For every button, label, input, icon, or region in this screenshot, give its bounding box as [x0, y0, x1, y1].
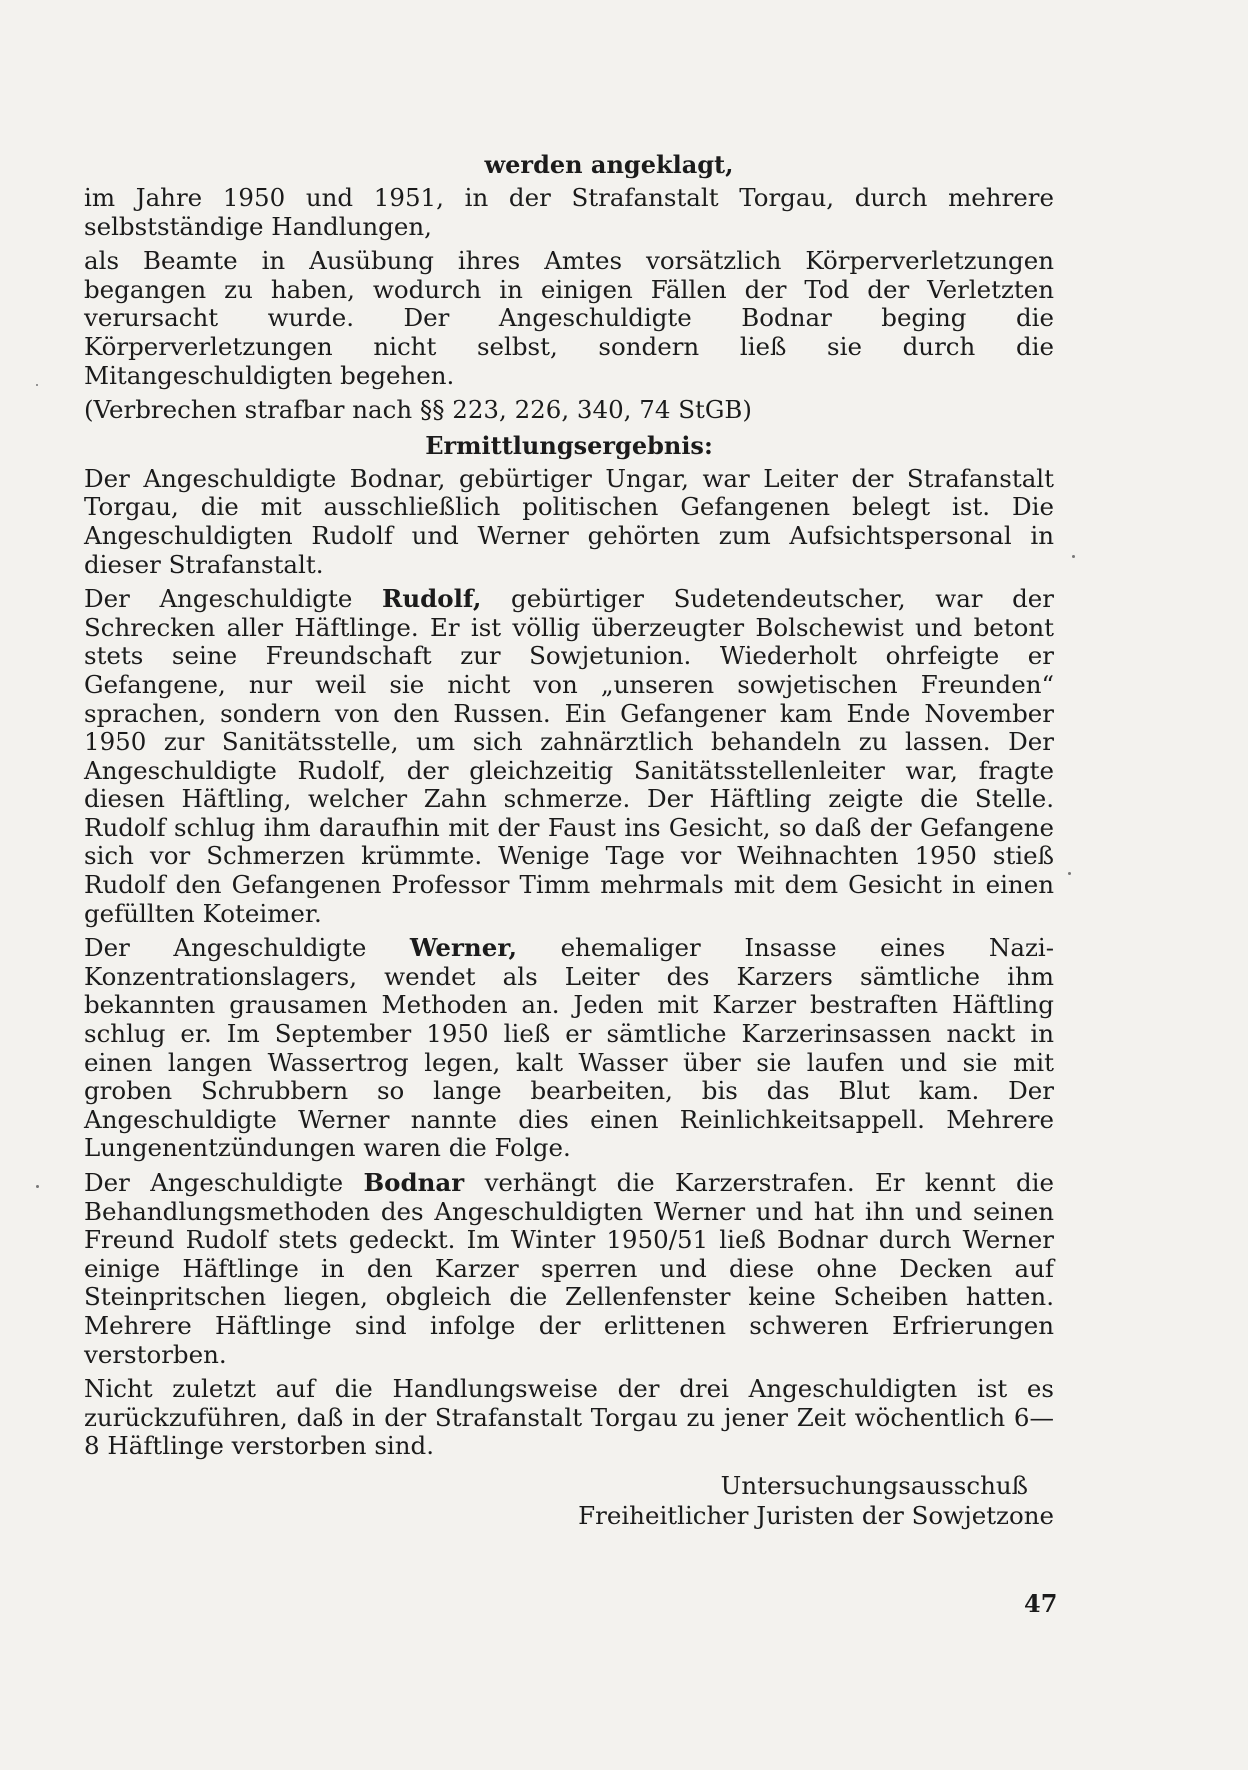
paper-speck — [36, 1185, 39, 1188]
paragraph-text: ehemaliger Insasse eines Nazi-Konzentrationslagers, wendet als Leiter des Karzers sämtliche ihm bekannten grausamen Methoden an. Jeden mit Karzer bestraften Häftling schlug er. Im September 1950 ließ er sämtliche Karzerinsassen nackt in einen langen Wassertrog legen, kalt Wasser über sie laufen und sie mit groben Schrubbern so lange bearbeiten, bis das Blut kam. Der Angeschuldigte Werner nannte dies einen Reinlichkeitsappell. Mehrere Lungenentzündungen waren die Folge. — [84, 933, 1054, 1163]
signature-line-2: Freiheitlicher Juristen der Sowjetzone — [578, 1500, 1054, 1530]
paragraph-lead: Der Angeschuldigte — [84, 1168, 344, 1197]
paragraph-lead: Der Angeschuldigte — [84, 584, 353, 614]
paragraph-bodnar — [84, 1169, 1054, 1369]
charge-legal-reference: (Verbrechen strafbar nach §§ 223, 226, 340, 74 StGB) — [84, 395, 752, 425]
name-bodnar: Bodnar — [363, 1168, 465, 1197]
paper-speck — [1072, 555, 1075, 558]
result-paragraph-1: Der Angeschuldigte Bodnar, gebürtiger Ungar, war Leiter der Strafanstalt Torgau, die mit ausschließlich politischen Gefangenen belegt ist. Die Angeschuldigten Rudolf und Werner gehörten zum Aufsichtspersonal in dieser Strafanstalt. — [84, 463, 1054, 579]
charge-paragraph-2: als Beamte in Ausübung ihres Amtes vorsätzlich Körperverletzungen begangen zu haben, wodurch in einigen Fällen der Tod der Verletzten verursacht wurde. Der Angeschuldigte Bodnar beging die Körperverletzungen nicht selbst, sondern ließ sie durch die Mitangeschuldigten begehen. — [84, 246, 1054, 390]
heading-charges: werden angeklagt, — [484, 150, 734, 179]
charge-paragraph-1: im Jahre 1950 und 1951, in der Strafanstalt Torgau, durch mehrere selbstständige Handlungen, — [84, 183, 1054, 241]
conclusion-paragraph: Nicht zuletzt auf die Handlungsweise der drei Angeschuldigten ist es zurückzuführen, daß in der Strafanstalt Torgau zu jener Zeit wöchentlich 6—8 Häftlinge verstorben sind. — [84, 1374, 1054, 1461]
signature-line-1: Untersuchungsausschuß — [720, 1470, 1028, 1500]
name-werner: Werner, — [409, 933, 517, 963]
heading-results: Ermittlungsergebnis: — [425, 430, 713, 460]
paragraph-text: gebürtiger Sudetendeutscher, war der Schrecken aller Häftlinge. Er ist völlig überzeugter Bolschewist und betont stets seine Freundschaft zur Sowjetunion. Wiederholt ohrfeigte er Gefangene, nur weil sie nicht von „unseren sowjetischen Freunden“ sprachen, sondern von den Russen. Ein Gefangener kam Ende November 1950 zur Sanitätsstelle, um sich zahnärztlich behandeln zu lassen. Der Angeschuldigte Rudolf, der gleichzeitig Sanitätsstellenleiter war, fragte diesen Häftling, welcher Zahn schmerze. Der Häftling zeigte die Stelle. Rudolf schlug ihm daraufhin mit der Faust ins Gesicht, so daß der Gefangene sich vor Schmerzen krümmte. Wenige Tage vor Weihnachten 1950 stieß Rudolf den Gefangenen Professor Timm mehrmals mit dem Gesicht in einen gefüllten Koteimer. — [84, 584, 1055, 928]
paper-speck — [1068, 872, 1071, 875]
paragraph-werner — [84, 934, 1054, 1163]
paragraph-text: verhängt die Karzerstrafen. Er kennt die Behandlungsmethoden des Angeschuldigten Werner und hat ihn und seinen Freund Rudolf stets gedeckt. Im Winter 1950/51 ließ Bodnar durch Werner einige Häftlinge in den Karzer sperren und diese ohne Decken auf Steinpritschen liegen, obgleich die Zellenfenster keine Scheiben hatten. Mehrere Häftlinge sind infolge der erlittenen schweren Erfrierungen verstorben. — [84, 1168, 1054, 1369]
paragraph-rudolf — [84, 585, 1054, 928]
paper-speck — [36, 384, 38, 386]
paragraph-lead: Der Angeschuldigte — [84, 933, 367, 963]
signature-block — [84, 1471, 1054, 1531]
name-rudolf: Rudolf, — [381, 584, 482, 614]
document-page — [84, 150, 1054, 1620]
page-number: 47 — [1024, 1589, 1058, 1618]
